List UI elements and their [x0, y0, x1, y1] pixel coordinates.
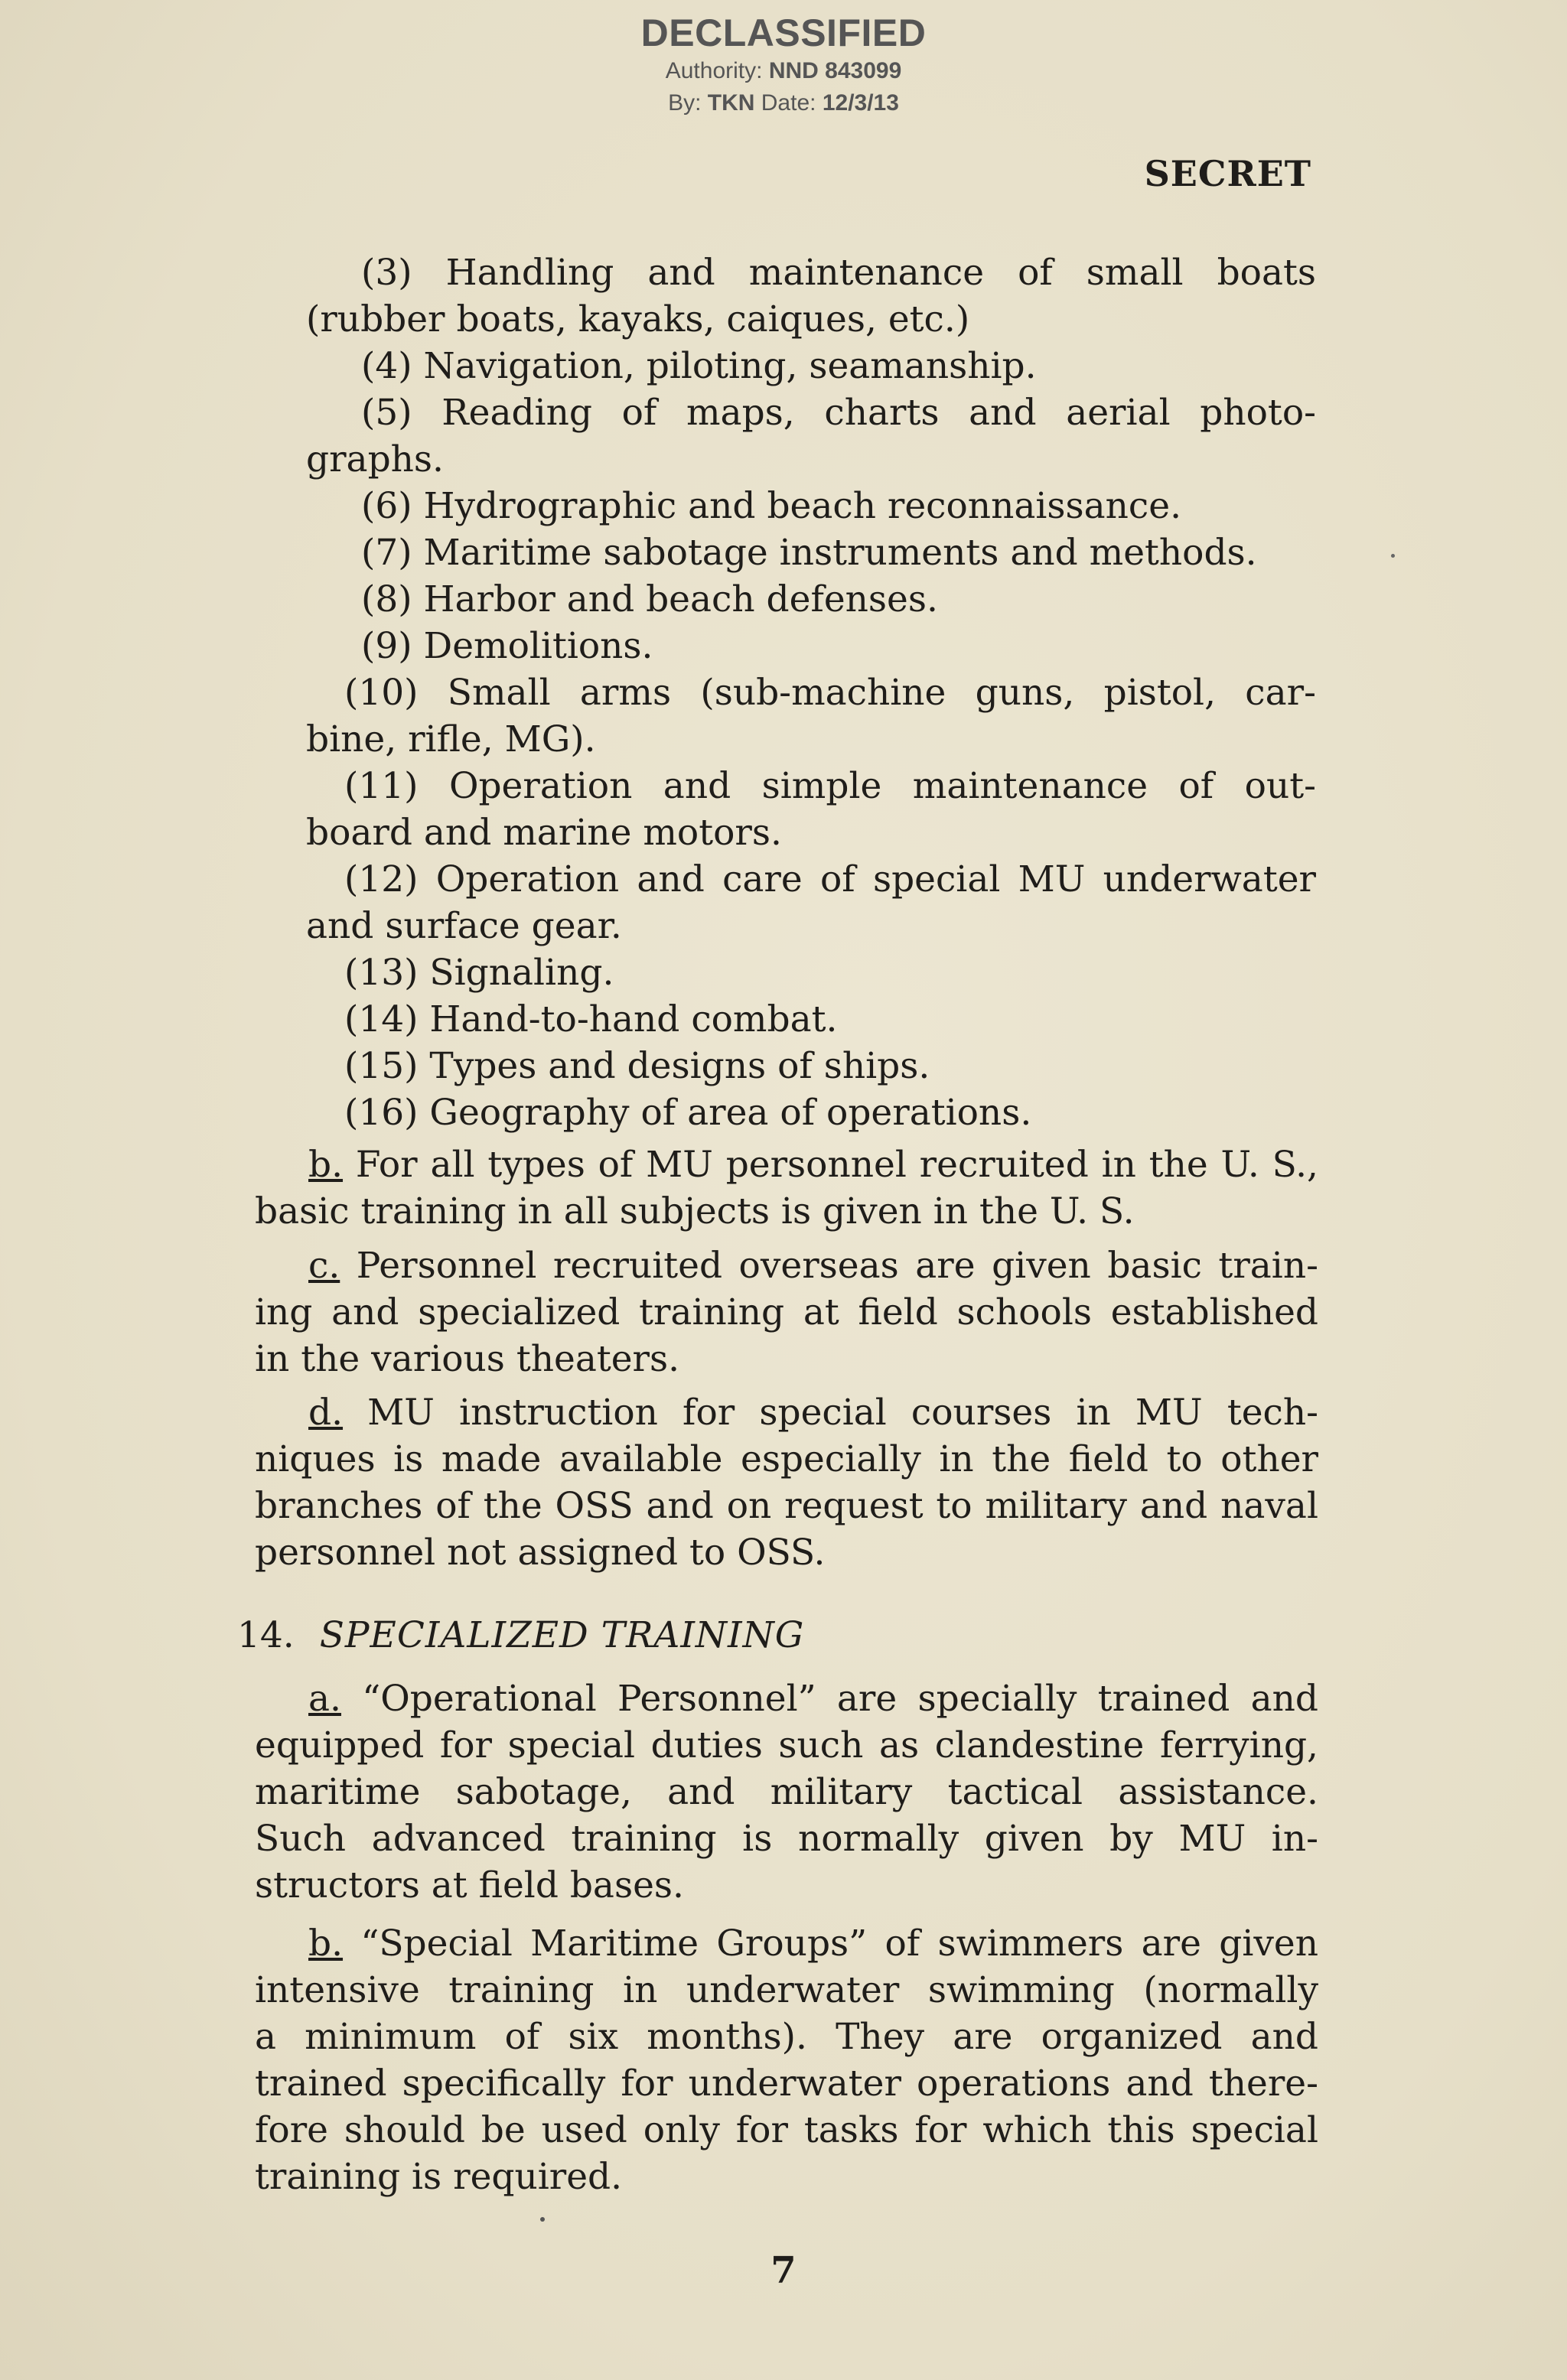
list-item: (4) Navigation, piloting, seamanship.: [361, 345, 1037, 387]
list-item: (13) Signaling.: [344, 952, 614, 994]
declassified-authority: Authority: NND 843099: [665, 58, 902, 83]
paragraph-14a: a. “Operational Personnel” are specially trained and equipped for special duties such as clandestine ferrying, maritime sabotage, and military tactical assistance. Such advanced training is normally given by MU in- structors at field bases.: [255, 1678, 1318, 1906]
list-item: (8) Harbor and beach defenses.: [361, 578, 938, 620]
list-item: (6) Hydrographic and beach reconnaissance.: [361, 485, 1182, 527]
list-item: (14) Hand-to-hand combat.: [344, 998, 838, 1040]
paragraph-13d: d. MU instruction for special courses in MU tech- niques is made available especially in the field to other branches of the OSS and on request to military and naval personnel not assigned to OSS.: [255, 1392, 1318, 1574]
list-item: (12) Operation and care of special MU underwater and surface gear.: [306, 858, 1316, 947]
list-item: (16) Geography of area of operations.: [344, 1092, 1032, 1134]
paragraph-13b: b. For all types of MU personnel recruited in the U. S., basic training in all subjects is given in the U. S.: [255, 1144, 1318, 1232]
list-item: (3) Handling and maintenance of small boats (rubber boats, kayaks, caiques, etc.): [306, 252, 1316, 340]
page-number: 7: [770, 2249, 797, 2292]
declassified-by-date: By: TKN Date: 12/3/13: [668, 90, 899, 116]
list-item: (5) Reading of maps, charts and aerial photo- graphs.: [306, 392, 1316, 480]
paragraph-13c: c. Personnel recruited overseas are given basic train- ing and specialized training at field schools established in the various theaters.: [255, 1245, 1318, 1380]
paragraph-14b: b. “Special Maritime Groups” of swimmers are given intensive training in underwater swimming (normally a minimum of six months). They are organized and trained specifically for underwater operations and there- fore should be used only for tasks for which this special training is required.: [255, 1923, 1318, 2198]
declassified-stamp-title: DECLASSIFIED: [640, 11, 927, 54]
section-heading: 14. SPECIALIZED TRAINING: [237, 1614, 805, 1656]
classification-marking: SECRET: [1144, 153, 1311, 194]
ink-speck: [540, 2217, 545, 2222]
list-item: (10) Small arms (sub-machine guns, pistol, car- bine, rifle, MG).: [306, 672, 1316, 760]
list-item: (9) Demolitions.: [361, 625, 653, 667]
ink-speck: [1391, 554, 1395, 558]
list-item: (15) Types and designs of ships.: [344, 1045, 930, 1087]
list-item: (7) Maritime sabotage instruments and methods.: [361, 532, 1257, 574]
training-subjects-list: [306, 249, 1316, 1136]
list-item: (11) Operation and simple maintenance of out- board and marine motors.: [306, 765, 1316, 854]
